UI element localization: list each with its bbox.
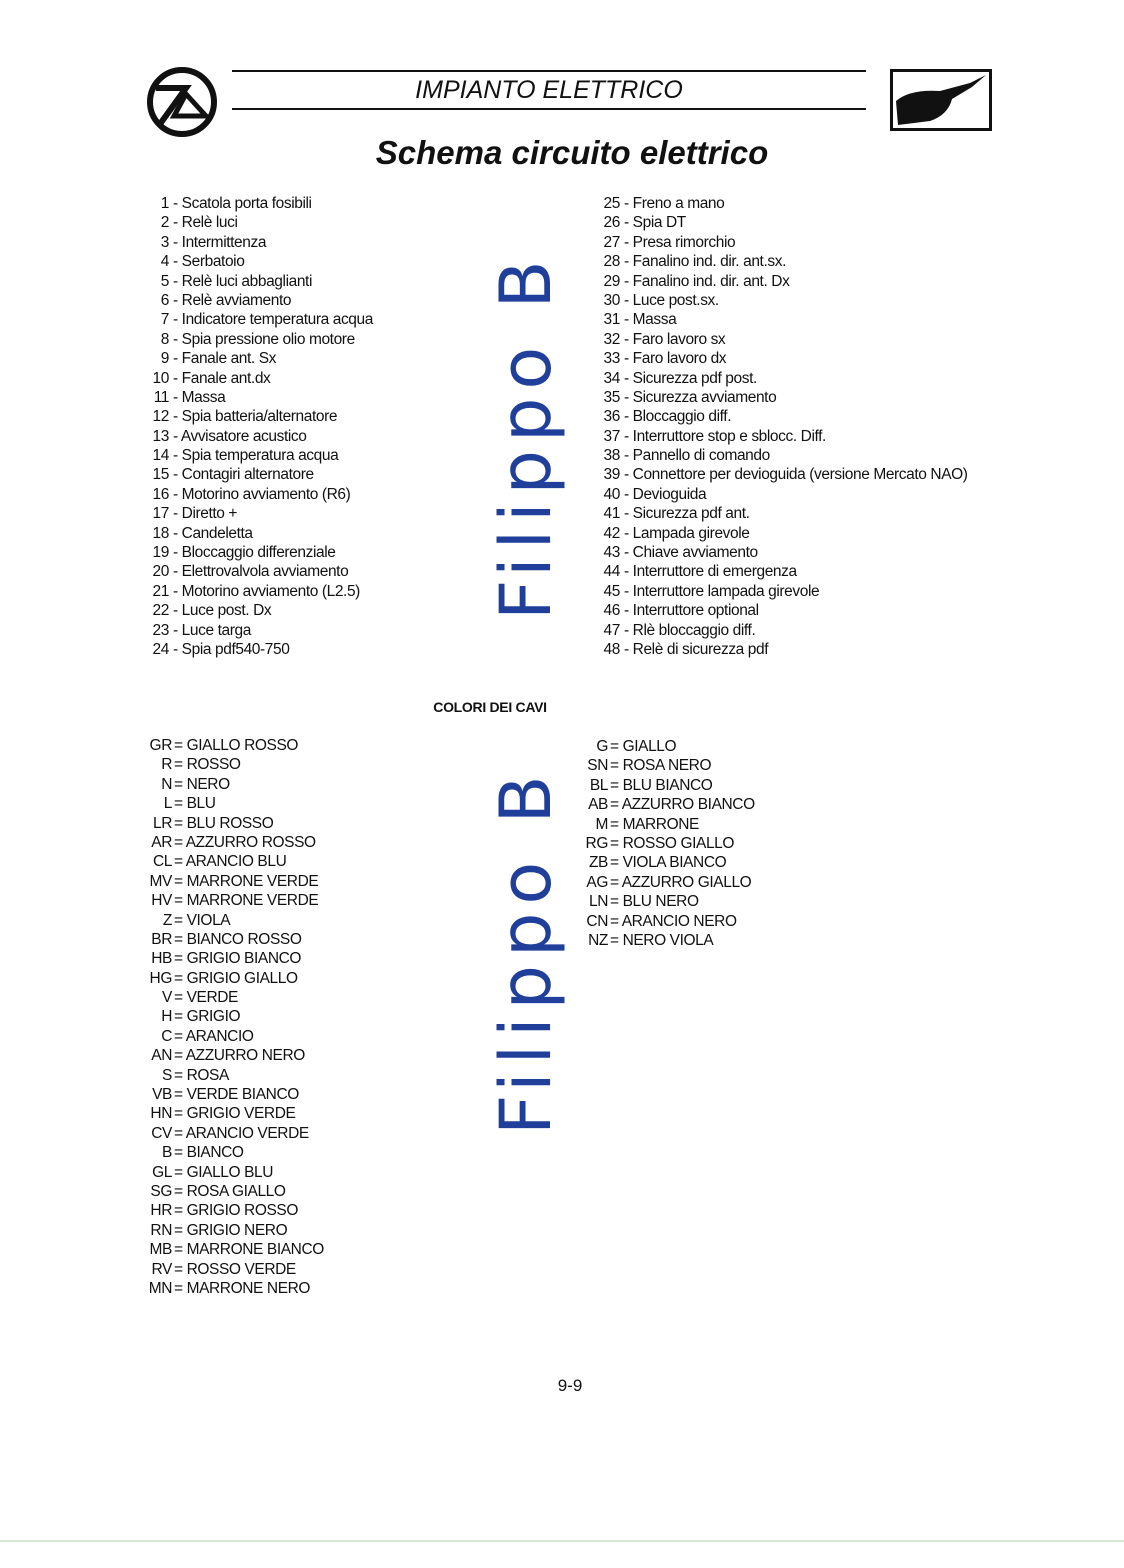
component-number: 15 [152,466,169,484]
component-number: 24 [152,640,169,658]
component-label: Fanale ant.dx [181,369,271,387]
component-label: Spia pdf540-750 [181,640,290,658]
color-code: HV [151,892,172,910]
component-item: 6 - Relè avviamento [147,291,373,310]
wire-color-item: GL = GIALLO BLU [148,1163,324,1182]
component-item: 9 - Fanale ant. Sx [147,349,373,368]
component-label: Elettrovalvola avviamento [181,563,349,581]
component-item: 23 - Luce targa [147,621,373,640]
color-name: GRIGIO VERDE [186,1105,296,1123]
color-code: M [595,815,608,833]
component-item: 11 - Massa [147,388,373,407]
color-name: BLU ROSSO [186,814,274,832]
component-item: 47 - Rlè bloccaggio diff. [598,621,968,640]
component-item: 39 - Connettore per devioguida (versione Mercato NAO) [598,465,968,484]
color-name: AZZURRO NERO [185,1047,305,1065]
color-name: ROSA GIALLO [186,1182,286,1200]
component-number: 14 [152,447,169,465]
color-name: GIALLO ROSSO [186,737,299,754]
component-label: Freno a mano [632,195,725,212]
component-number: 4 [160,253,169,271]
component-label: Devioguida [632,485,707,503]
component-item: 46 - Interruttore optional [598,601,968,620]
color-code: RN [150,1221,172,1239]
color-name: NERO [186,775,230,793]
color-code: CN [586,912,608,930]
component-label: Scatola porta fosibili [181,195,312,212]
component-label: Relè di sicurezza pdf [632,640,769,658]
color-code: Z [162,911,172,929]
wire-color-item: CL = ARANCIO BLU [148,852,324,871]
wire-color-item: C = ARANCIO [148,1027,324,1046]
component-item: 27 - Presa rimorchio [598,233,968,252]
wire-color-item: ZB = VIOLA BIANCO [584,853,755,872]
component-number: 44 [603,563,620,581]
component-item: 31 - Massa [598,310,968,329]
wire-color-item: MB = MARRONE BIANCO [149,1241,324,1259]
color-code: LR [152,814,172,832]
wire-color-item: HV = MARRONE VERDE [148,891,324,910]
component-number: 47 [603,621,620,639]
color-name: GRIGIO ROSSO [186,1202,299,1220]
component-label: Presa rimorchio [632,233,736,251]
component-item: 34 - Sicurezza pdf post. [598,369,968,388]
wire-color-item: AB = AZZURRO BIANCO [584,795,755,814]
handwritten-signature-bottom: Filippo B [485,767,567,1135]
wire-color-item: LR = BLU ROSSO [148,814,324,833]
component-number: 38 [603,447,620,465]
color-code: C [161,1027,172,1045]
component-label: Intermittenza [181,233,267,251]
component-label: Interruttore optional [632,602,759,620]
component-number: 29 [603,272,620,290]
component-label: Massa [632,311,677,329]
wire-color-item: L = BLU [148,794,324,813]
hand-pointer-icon [890,69,992,131]
component-number: 7 [160,311,169,329]
wire-colors-heading: COLORI DEI CAVI [433,699,547,715]
component-item: 14 - Spia temperatura acqua [147,446,373,465]
component-item: 13 - Avvisatore acustico [147,427,373,446]
color-code: HG [149,969,172,987]
component-item: 16 - Motorino avviamento (R6) [147,485,373,504]
component-item: 42 - Lampada girevole [598,524,968,543]
color-name: ROSA [186,1066,229,1084]
component-number: 45 [603,582,620,600]
wire-color-item: S = ROSA [148,1066,324,1085]
component-label: Lampada girevole [632,524,750,542]
color-name: MARRONE [622,815,699,833]
color-name: BLU NERO [622,893,699,911]
color-code: G [596,738,608,755]
color-name: ARANCIO BLU [185,853,287,871]
component-item: 25 - Freno a mano [598,194,968,213]
component-label: Contagiri alternatore [181,466,314,484]
page-number: 9-9 [557,1376,583,1395]
color-code: HR [150,1202,172,1220]
wire-color-item: N = NERO [148,775,324,794]
wire-color-item: AG = AZZURRO GIALLO [584,873,755,892]
color-name: BLU BIANCO [622,776,713,794]
component-number: 35 [603,388,620,406]
color-code: AN [151,1047,172,1065]
color-code: VB [152,1086,172,1104]
wire-color-item: HN = GRIGIO VERDE [148,1104,324,1123]
color-name: MARRONE NERO [186,1279,311,1297]
component-number: 41 [603,505,620,523]
component-number: 16 [152,485,169,503]
wire-color-item: R = ROSSO [148,755,324,774]
component-item: 35 - Sicurezza avviamento [598,388,968,407]
color-code: N [161,775,172,793]
component-item: 38 - Pannello di comando [598,446,968,465]
component-item: 44 - Interruttore di emergenza [598,562,968,581]
component-item: 17 - Diretto + [147,504,373,523]
component-label: Spia DT [632,214,686,232]
component-item: 28 - Fanalino ind. dir. ant.sx. [598,252,968,271]
component-item: 12 - Spia batteria/alternatore [147,407,373,426]
component-number: 37 [603,427,620,445]
component-number: 22 [152,602,169,620]
wire-color-item: MN = MARRONE NERO [148,1279,311,1297]
color-code: R [161,756,172,774]
color-name: AZZURRO GIALLO [621,873,752,891]
component-label: Interruttore stop e sblocc. Diff. [632,427,826,445]
component-number: 10 [152,369,169,387]
component-label: Spia batteria/alternatore [181,408,338,426]
wire-colors-list-right [584,737,755,950]
component-item: 24 - Spia pdf540-750 [147,640,373,659]
color-code: MN [148,1279,172,1297]
component-number: 18 [152,524,169,542]
component-item: 37 - Interruttore stop e sblocc. Diff. [598,427,968,446]
component-number: 13 [152,427,169,445]
component-label: Faro lavoro dx [632,350,727,368]
component-item: 10 - Fanale ant.dx [147,369,373,388]
component-item: 1 - Scatola porta fosibili [147,194,373,213]
color-name: GIALLO [622,738,677,755]
component-item: 36 - Bloccaggio diff. [598,407,968,426]
wire-color-item: Z = VIOLA [148,911,324,930]
component-label: Bloccaggio diff. [632,408,732,426]
color-name: VIOLA [186,911,231,929]
component-item: 30 - Luce post.sx. [598,291,968,310]
color-code: HB [151,950,172,968]
component-number: 9 [160,350,169,368]
components-list-left [147,194,373,659]
component-item: 19 - Bloccaggio differenziale [147,543,373,562]
component-number: 6 [160,291,169,309]
component-number: 1 [160,195,169,212]
component-number: 46 [603,602,620,620]
color-name: VERDE [186,989,238,1007]
component-number: 30 [603,291,620,309]
component-label: Chiave avviamento [632,544,758,562]
color-code: GL [152,1163,172,1181]
color-code: HN [150,1105,172,1123]
wire-color-item: CV = ARANCIO VERDE [148,1124,324,1143]
component-item: 41 - Sicurezza pdf ant. [598,504,968,523]
component-number: 27 [603,233,620,251]
component-label: Indicatore temperatura acqua [181,311,373,329]
wire-color-item: HR = GRIGIO ROSSO [148,1201,324,1220]
component-number: 12 [152,408,169,426]
component-number: 21 [152,582,169,600]
component-number: 25 [603,195,620,212]
component-label: Sicurezza pdf ant. [632,505,750,523]
color-code: BR [151,930,172,948]
component-item: 40 - Devioguida [598,485,968,504]
color-code: SG [150,1182,172,1200]
component-label: Luce targa [181,621,251,639]
color-code: V [162,989,172,1007]
component-item: 21 - Motorino avviamento (L2.5) [147,582,373,601]
wire-color-item: RV = ROSSO VERDE [148,1260,324,1279]
component-label: Rlè bloccaggio diff. [632,621,756,639]
component-item: 18 - Candeletta [147,524,373,543]
color-code: RV [151,1260,172,1278]
component-label: Interruttore di emergenza [632,563,797,581]
component-item: 15 - Contagiri alternatore [147,465,373,484]
brand-logo [146,66,218,138]
wire-color-item: RN = GRIGIO NERO [148,1221,324,1240]
component-label: Relè luci abbaglianti [181,272,313,290]
wire-color-item: SN = ROSA NERO [584,756,755,775]
wire-color-item: H = GRIGIO [148,1007,324,1026]
wire-color-item: NZ = NERO VIOLA [584,931,755,950]
component-label: Avvisatore acustico [180,427,307,445]
component-number: 32 [603,330,620,348]
component-item: 48 - Relè di sicurezza pdf [598,640,968,659]
color-code: CV [151,1124,172,1142]
header-rule-bottom [232,108,866,110]
color-name: BLU [186,795,216,813]
component-item: 29 - Fanalino ind. dir. ant. Dx [598,272,968,291]
component-number: 20 [152,563,169,581]
component-number: 26 [603,214,620,232]
wire-color-item: V = VERDE [148,988,324,1007]
component-label: Fanale ant. Sx [181,350,277,368]
header-rule-top [232,70,866,72]
color-name: GIALLO BLU [186,1163,274,1181]
component-number: 39 [603,466,620,484]
color-name: ROSSO GIALLO [622,834,735,852]
color-name: MARRONE VERDE [186,872,319,890]
color-name: AZZURRO ROSSO [185,833,316,851]
component-number: 2 [160,214,169,232]
component-label: Relè avviamento [181,291,292,309]
component-item: 3 - Intermittenza [147,233,373,252]
component-label: Spia temperatura acqua [181,447,339,465]
component-label: Bloccaggio differenziale [181,544,336,562]
color-name: VIOLA BIANCO [622,854,727,872]
wire-color-item: B = BIANCO [148,1143,324,1162]
color-name: ARANCIO [185,1027,254,1045]
color-code: S [162,1066,172,1084]
component-item: 32 - Faro lavoro sx [598,330,968,349]
color-code: BL [589,776,608,794]
color-name: ROSSO [186,756,241,774]
wire-color-item: MV = MARRONE VERDE [149,872,319,890]
component-label: Diretto + [181,505,238,523]
color-name: MARRONE BIANCO [186,1241,324,1259]
component-number: 48 [603,640,620,658]
color-code: L [163,795,172,813]
wire-color-item: SG = ROSA GIALLO [148,1182,324,1201]
color-name: GRIGIO GIALLO [186,969,298,987]
component-number: 33 [603,350,620,368]
component-number: 5 [160,272,169,290]
scan-edge-line [0,1540,1124,1542]
component-number: 23 [152,621,169,639]
component-label: Pannello di comando [632,447,770,465]
component-label: Sicurezza pdf post. [632,369,757,387]
wire-color-item: HG = GRIGIO GIALLO [149,969,298,987]
color-name: NERO VIOLA [622,931,714,949]
color-name: ARANCIO VERDE [185,1124,309,1142]
component-number: 3 [160,233,169,251]
document-title: Schema circuito elettrico [375,134,769,171]
color-name: ROSSO VERDE [186,1260,296,1278]
component-label: Luce post. Dx [181,602,272,620]
component-item: 33 - Faro lavoro dx [598,349,968,368]
color-name: AZZURRO BIANCO [621,796,755,814]
component-label: Serbatoio [181,253,245,271]
component-label: Connettore per devioguida (versione Mercato NAO) [632,466,968,484]
wire-color-item: AN = AZZURRO NERO [148,1046,324,1065]
color-name: VERDE BIANCO [186,1086,299,1104]
color-name: GRIGIO BIANCO [186,950,302,968]
component-label: Relè luci [181,214,238,232]
color-code: MB [149,1241,172,1259]
component-item: 8 - Spia pressione olio motore [147,330,373,349]
color-code: B [162,1144,172,1162]
component-label: Sicurezza avviamento [632,388,777,406]
component-item: 45 - Interruttore lampada girevole [598,582,968,601]
color-code: RG [585,834,608,852]
color-name: BIANCO ROSSO [186,930,302,948]
color-code: AG [586,873,608,891]
color-code: AR [151,833,172,851]
wire-color-item: G = GIALLO [584,737,755,756]
color-name: ROSA NERO [622,757,712,775]
color-code: ZB [588,854,608,872]
component-number: 11 [153,388,169,406]
component-label: Interruttore lampada girevole [632,582,820,600]
color-code: CL [152,853,172,871]
wire-colors-list-left [148,736,324,1298]
wire-color-item: VB = VERDE BIANCO [148,1085,324,1104]
color-code: AB [588,796,608,814]
component-label: Massa [181,388,226,406]
color-name: ARANCIO NERO [621,912,737,930]
wire-color-item: HB = GRIGIO BIANCO [148,949,324,968]
color-code: LN [588,893,608,911]
component-number: 43 [603,544,620,562]
component-number: 42 [603,524,620,542]
wire-color-item: AR = AZZURRO ROSSO [148,833,324,852]
color-name: GRIGIO NERO [186,1221,288,1239]
wire-color-item: RG = ROSSO GIALLO [585,834,735,852]
component-item: 2 - Relè luci [147,213,373,232]
component-label: Candeletta [181,524,253,542]
component-item: 43 - Chiave avviamento [598,543,968,562]
component-number: 8 [160,330,169,348]
wire-color-item: CN = ARANCIO NERO [584,912,755,931]
component-label: Fanalino ind. dir. ant.sx. [632,253,786,271]
handwritten-signature-top: Filippo B [485,252,567,620]
component-item: 7 - Indicatore temperatura acqua [147,310,373,329]
component-number: 19 [152,544,169,562]
color-code: GR [149,737,172,754]
wire-color-item: M = MARRONE [584,815,755,834]
component-item: 4 - Serbatoio [147,252,373,271]
wire-color-item: BL = BLU BIANCO [584,776,755,795]
component-number: 31 [603,311,620,329]
section-title: IMPIANTO ELETTRICO [415,76,683,104]
component-item: 26 - Spia DT [598,213,968,232]
component-label: Spia pressione olio motore [181,330,355,348]
component-number: 34 [603,369,620,387]
color-code: MV [149,872,172,890]
wire-color-item: BR = BIANCO ROSSO [148,930,324,949]
component-number: 40 [603,485,620,503]
component-label: Luce post.sx. [632,291,719,309]
color-name: BIANCO [186,1144,244,1162]
color-code: H [161,1008,172,1026]
component-number: 36 [603,408,620,426]
component-number: 28 [603,253,620,271]
components-list-right [598,194,968,659]
component-label: Motorino avviamento (L2.5) [181,582,360,600]
component-label: Faro lavoro sx [632,330,726,348]
color-name: GRIGIO [186,1008,241,1026]
component-item: 22 - Luce post. Dx [147,601,373,620]
wire-color-item: LN = BLU NERO [584,892,755,911]
wire-color-item: GR = GIALLO ROSSO [149,737,299,754]
component-item: 5 - Relè luci abbaglianti [147,272,373,291]
component-label: Motorino avviamento (R6) [181,485,351,503]
color-name: MARRONE VERDE [186,892,319,910]
component-item: 20 - Elettrovalvola avviamento [147,562,373,581]
component-number: 17 [152,505,169,523]
component-label: Fanalino ind. dir. ant. Dx [632,272,790,290]
color-code: NZ [588,931,608,949]
color-code: SN [587,757,608,775]
